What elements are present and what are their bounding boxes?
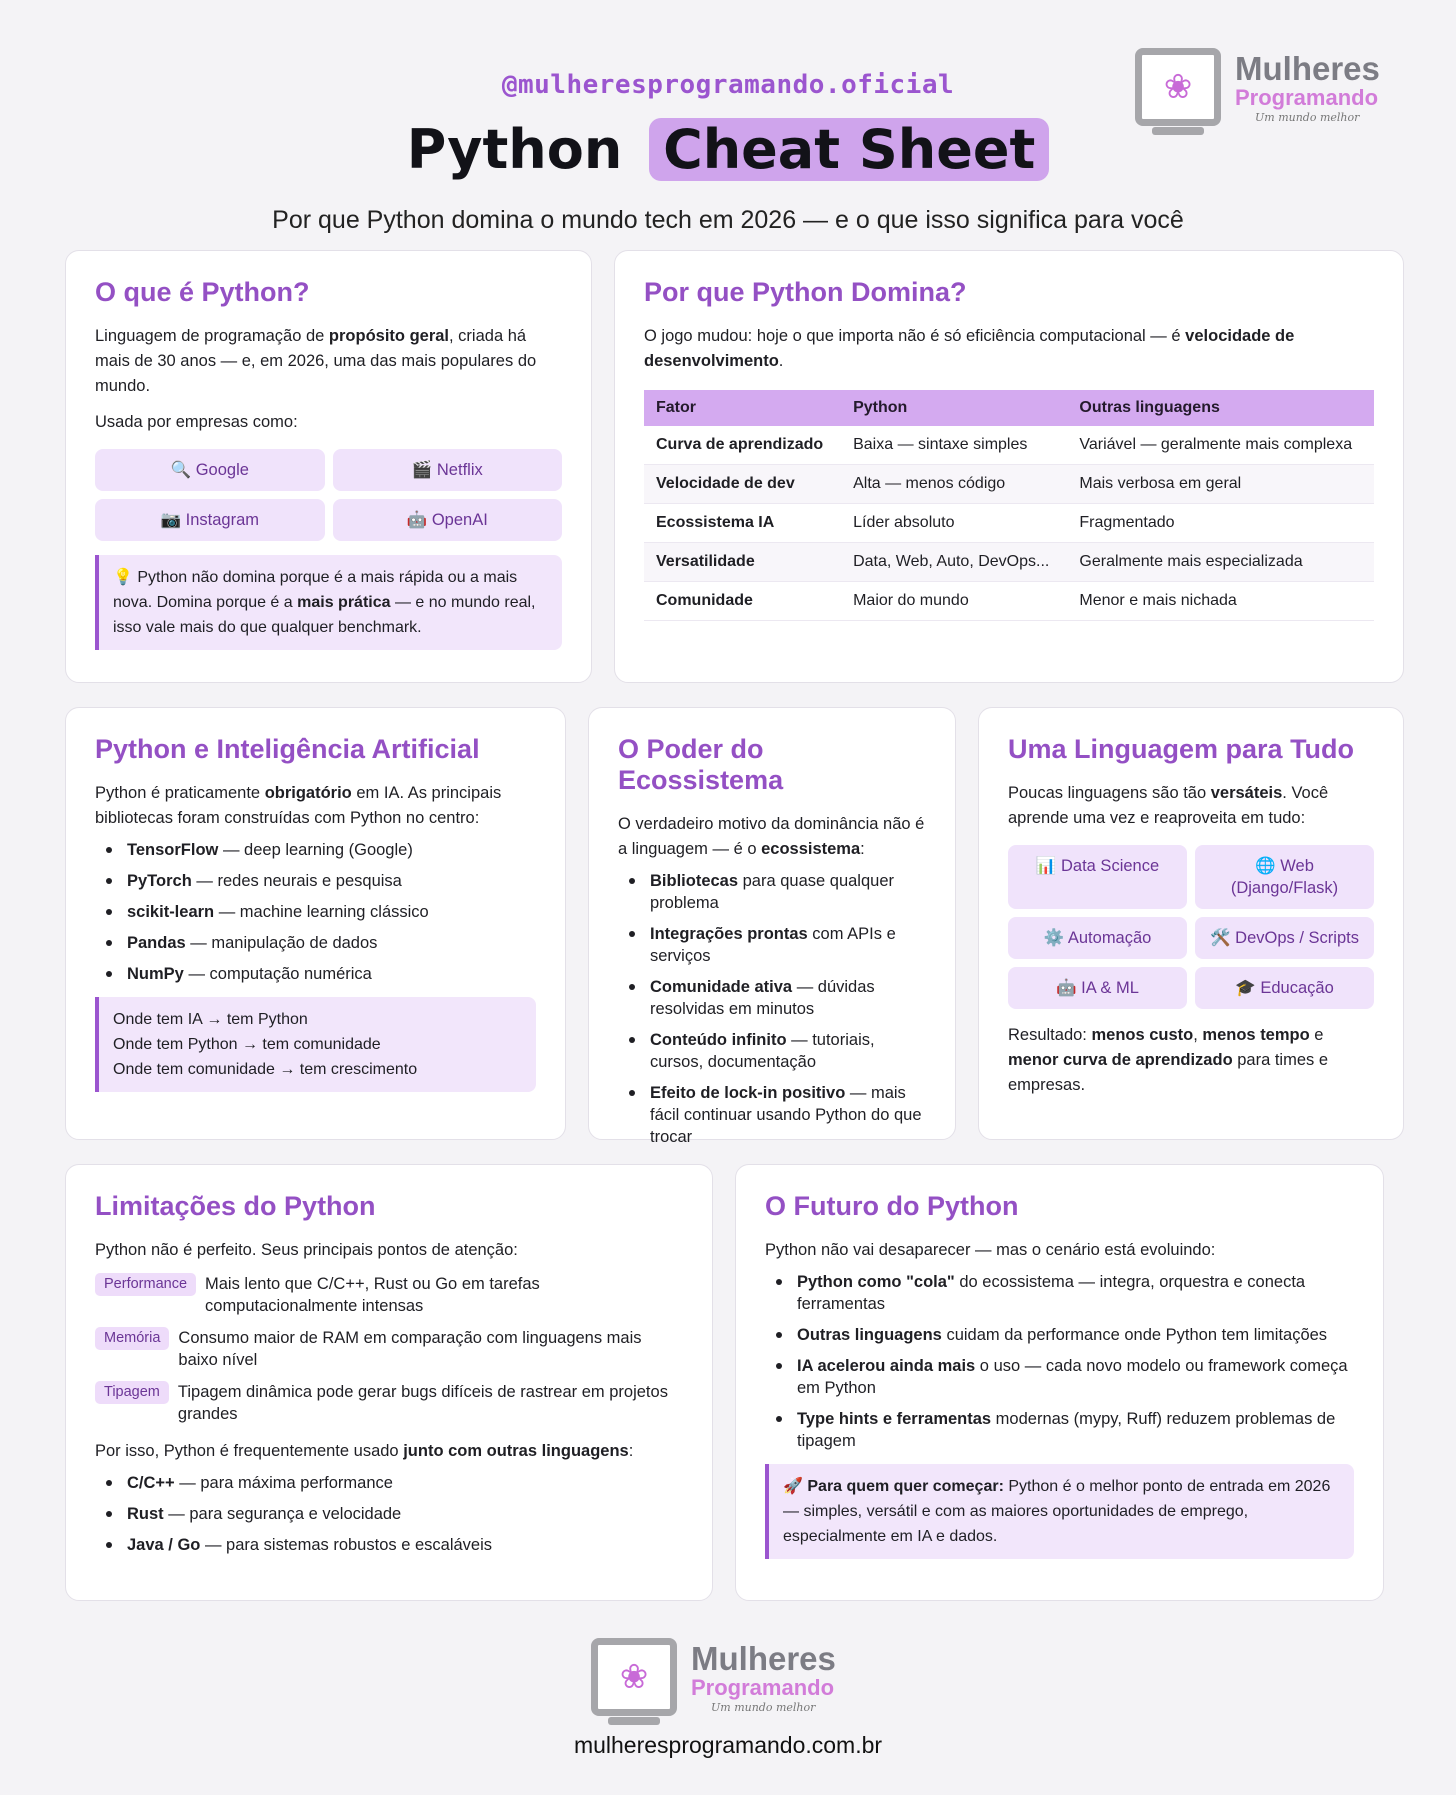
card-one-language-for-all (978, 707, 1404, 1140)
card-title: O Futuro do Python (765, 1191, 1019, 1221)
table-row: Versatilidade Data, Web, Auto, DevOps... Geralmente mais especializada (644, 543, 1374, 582)
companies-grid (95, 449, 562, 541)
usecase-chip: ⚙️ Automação (1008, 917, 1187, 959)
clapper-icon: 🎬 (411, 461, 433, 479)
card-limitations (65, 1164, 713, 1601)
table-row: Ecossistema IA Líder absoluto Fragmentado (644, 504, 1374, 543)
card-title: Uma Linguagem para Tudo (1008, 734, 1355, 764)
company-chip-openai: 🤖 OpenAI (333, 499, 563, 541)
list-item: IA acelerou ainda mais o uso — cada novo modelo ou framework começa em Python (765, 1355, 1354, 1399)
logo-line2: Programando (691, 1674, 835, 1700)
usecase-grid (1008, 845, 1374, 1009)
list-item: Outras linguagens cuidam da performance onde Python tem limitações (765, 1324, 1354, 1346)
companies-intro: Usada por empresas como: (95, 413, 298, 431)
search-icon: 🔍 (170, 461, 192, 479)
lotus-icon: ❀ (591, 1638, 677, 1716)
globe-icon: 🌐 (1255, 857, 1276, 875)
list-item: Bibliotecas para quase qualquer problema (618, 870, 926, 914)
limitation-tag: Performance (95, 1273, 196, 1296)
limitation-row: Performance Mais lento que C/C++, Rust ou Go em tarefas computacionalmente intensas (95, 1273, 683, 1317)
graduation-cap-icon: 🎓 (1235, 979, 1256, 997)
list-item: Rust — para segurança e velocidade (95, 1503, 683, 1525)
result-text: Resultado: menos custo, menos tempo e menor curva de aprendizado para times e empresas. (1008, 1026, 1329, 1094)
company-chip-instagram: 📷 Instagram (95, 499, 325, 541)
list-item: TensorFlow — deep learning (Google) (95, 839, 536, 861)
title-highlight: Cheat Sheet (649, 118, 1049, 181)
callout-box: 💡 Python não domina porque é a mais rápida ou a mais nova. Domina porque é a mais prática — e no mundo real, isso vale mais do que qualquer benchmark. (95, 555, 562, 650)
card-intro: Linguagem de programação de propósito geral, criada há mais de 30 anos — e, em 2026, uma das mais populares do mundo. (95, 327, 537, 395)
ecosystem-list (618, 870, 926, 1148)
card-title: Python e Inteligência Artificial (95, 734, 480, 764)
page-title (0, 118, 1456, 181)
card-python-ai (65, 707, 566, 1140)
callout-box: Onde tem IA → tem Python Onde tem Python → tem comunidade Onde tem comunidade → tem crescimento (95, 997, 536, 1092)
social-handle: @mulheresprogramando.oficial (501, 70, 955, 100)
gear-icon: ⚙️ (1043, 929, 1065, 947)
list-item: Comunidade ativa — dúvidas resolvidas em minutos (618, 976, 926, 1020)
robot-icon: 🤖 (1056, 979, 1077, 997)
lightbulb-icon: 💡 (113, 569, 133, 586)
table-header: Outras linguagens (1067, 390, 1374, 426)
usecase-chip: 🎓 Educação (1195, 967, 1374, 1009)
title-part1: Python (406, 118, 623, 181)
table-row: Curva de aprendizado Baixa — sintaxe simples Variável — geralmente mais complexa (644, 426, 1374, 465)
list-item: Pandas — manipulação de dados (95, 932, 536, 954)
card-ecosystem (588, 707, 956, 1146)
lotus-icon: ❀ (1135, 48, 1221, 126)
card-title: Limitações do Python (95, 1191, 376, 1221)
usecase-chip: 🤖 IA & ML (1008, 967, 1187, 1009)
future-list (765, 1271, 1354, 1452)
logo-tagline: Um mundo melhor (1255, 110, 1360, 124)
page-subtitle: Por que Python domina o mundo tech em 2026 — e o que isso significa para você (272, 206, 1184, 234)
card-intro: O jogo mudou: hoje o que importa não é só eficiência computacional — é velocidade de desenvolvimento. (644, 327, 1295, 370)
limitation-tag: Tipagem (95, 1381, 169, 1404)
table-row: Velocidade de dev Alta — menos código Mais verbosa em geral (644, 465, 1374, 504)
table-header-row (644, 390, 1374, 426)
list-item: Type hints e ferramentas modernas (mypy, Ruff) reduzem problemas de tipagem (765, 1408, 1354, 1452)
footer-logo (591, 1638, 836, 1716)
logo-line1: Mulheres (691, 1639, 836, 1677)
list-item: Integrações prontas com APIs e serviços (618, 923, 926, 967)
list-item: Efeito de lock-in positivo — mais fácil continuar usando Python do que trocar (618, 1082, 926, 1148)
robot-icon: 🤖 (406, 511, 428, 529)
comparison-table (644, 390, 1374, 621)
card-intro: Python não vai desaparecer — mas o cenário está evoluindo: (765, 1241, 1216, 1259)
list-item: NumPy — computação numérica (95, 963, 536, 985)
list-item: PyTorch — redes neurais e pesquisa (95, 870, 536, 892)
camera-icon: 📷 (160, 511, 182, 529)
list-item: Python como "cola" do ecossistema — integra, orquestra e conecta ferramentas (765, 1271, 1354, 1315)
table-header: Fator (644, 390, 841, 426)
company-chip-netflix: 🎬 Netflix (333, 449, 563, 491)
table-row: Comunidade Maior do mundo Menor e mais nichada (644, 582, 1374, 621)
logo-line2: Programando (1235, 84, 1379, 110)
card-intro: Python é praticamente obrigatório em IA. As principais bibliotecas foram construídas com Python no centro: (95, 784, 502, 827)
card-intro: Python não é perfeito. Seus principais pontos de atenção: (95, 1241, 518, 1259)
tools-icon: 🛠️ (1210, 929, 1231, 947)
limitation-row: Memória Consumo maior de RAM em comparação com linguagens mais baixo nível (95, 1327, 683, 1371)
limitation-row: Tipagem Tipagem dinâmica pode gerar bugs difíceis de rastrear em projetos grandes (95, 1381, 683, 1425)
usecase-chip: 📊 Data Science (1008, 845, 1187, 909)
header-logo (1135, 48, 1380, 126)
rocket-icon: 🚀 (783, 1478, 803, 1495)
list-item: Conteúdo infinito — tutoriais, cursos, documentação (618, 1029, 926, 1073)
library-list (95, 839, 536, 985)
usecase-chip: 🌐 Web (Django/Flask) (1195, 845, 1374, 909)
usecase-chip: 🛠️ DevOps / Scripts (1195, 917, 1374, 959)
languages-list (95, 1472, 683, 1556)
card-title: O Poder do Ecossistema (618, 734, 784, 795)
logo-line1: Mulheres (1235, 49, 1380, 87)
card-what-is-python (65, 250, 592, 683)
company-chip-google: 🔍 Google (95, 449, 325, 491)
list-item: scikit-learn — machine learning clássico (95, 901, 536, 923)
card-why-python-dominates (614, 250, 1404, 683)
card-future (735, 1164, 1384, 1601)
callout-box: 🚀 Para quem quer começar: Python é o melhor ponto de entrada em 2026 — simples, versátil e com as maiores oportunidades de emprego, especialmente em IA e dados. (765, 1464, 1354, 1559)
card-title: O que é Python? (95, 277, 310, 307)
table-header: Python (841, 390, 1067, 426)
list-item: C/C++ — para máxima performance (95, 1472, 683, 1494)
list-item: Java / Go — para sistemas robustos e escaláveis (95, 1534, 683, 1556)
website-url[interactable]: mulheresprogramando.com.br (573, 1732, 883, 1758)
together-text: Por isso, Python é frequentemente usado junto com outras linguagens: (95, 1442, 634, 1460)
bar-chart-icon: 📊 (1035, 857, 1057, 875)
logo-tagline: Um mundo melhor (711, 1700, 816, 1714)
card-intro: O verdadeiro motivo da dominância não é a linguagem — é o ecossistema: (618, 815, 925, 858)
card-intro: Poucas linguagens são tão versáteis. Você aprende uma vez e reaproveita em tudo: (1008, 784, 1329, 827)
limitation-tag: Memória (95, 1327, 169, 1350)
card-title: Por que Python Domina? (644, 277, 967, 307)
